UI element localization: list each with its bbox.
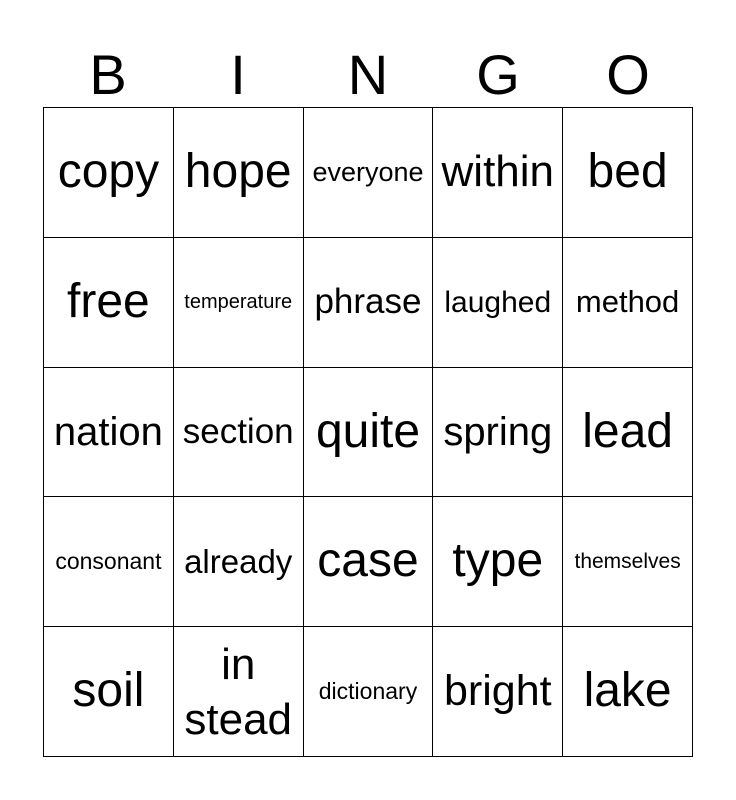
bingo-cell-r4-c3[interactable]	[304, 497, 434, 627]
bingo-cell-r1-c3[interactable]	[304, 108, 434, 238]
bingo-cell-r1-c4[interactable]	[433, 108, 563, 238]
bingo-cell-word: phrase	[314, 281, 422, 321]
bingo-cell-r2-c2[interactable]	[174, 238, 304, 368]
bingo-cell-word: lead	[582, 404, 673, 458]
bingo-cell-word: themselves	[574, 550, 681, 574]
bingo-cell-r3-c4[interactable]	[433, 368, 563, 498]
bingo-cell-word: within	[441, 147, 555, 197]
bingo-cell-r3-c2[interactable]	[174, 368, 304, 498]
bingo-cell-word: spring	[443, 409, 553, 454]
bingo-cell-r5-c1[interactable]	[44, 627, 174, 757]
bingo-cell-word: dictionary	[318, 677, 418, 704]
bingo-cell-word: already	[184, 542, 293, 580]
header-letter-o: O	[606, 43, 650, 106]
bingo-cell-r3-c5[interactable]	[563, 368, 693, 498]
bingo-cell-word: in stead	[184, 639, 293, 744]
bingo-cell-word: temperature	[184, 291, 293, 314]
bingo-cell-word: case	[317, 534, 419, 588]
bingo-cell-word: copy	[57, 145, 160, 198]
bingo-card-grid	[43, 107, 693, 757]
bingo-cell-r5-c2[interactable]	[174, 627, 304, 757]
header-letter-n: N	[347, 43, 389, 106]
bingo-cell-r2-c1[interactable]	[44, 238, 174, 368]
bingo-cell-word: everyone	[312, 156, 424, 187]
bingo-cell-word: consonant	[55, 548, 162, 575]
bingo-cell-r2-c3[interactable]	[304, 238, 434, 368]
bingo-cell-word: section	[182, 411, 294, 451]
bingo-cell-word: quite	[315, 404, 421, 458]
bingo-cell-r5-c3[interactable]	[304, 627, 434, 757]
bingo-cell-word: lake	[583, 664, 672, 718]
bingo-cell-word: bed	[587, 145, 668, 198]
bingo-cell-r4-c2[interactable]	[174, 497, 304, 627]
bingo-cell-r4-c1[interactable]	[44, 497, 174, 627]
bingo-cell-word: nation	[53, 409, 163, 454]
header-letter-g: G	[476, 43, 520, 106]
bingo-cell-r2-c4[interactable]	[433, 238, 563, 368]
bingo-cell-word: free	[67, 274, 150, 328]
bingo-cell-r3-c1[interactable]	[44, 368, 174, 498]
bingo-cell-r1-c2[interactable]	[174, 108, 304, 238]
bingo-cell-word: bright	[444, 666, 552, 715]
bingo-cell-word: soil	[72, 664, 145, 718]
header-letter-i: I	[230, 43, 246, 106]
bingo-cell-r1-c5[interactable]	[563, 108, 693, 238]
bingo-cell-r3-c3[interactable]	[304, 368, 434, 498]
bingo-cell-word: laughed	[444, 285, 552, 319]
bingo-cell-r5-c5[interactable]	[563, 627, 693, 757]
bingo-cell-r4-c5[interactable]	[563, 497, 693, 627]
bingo-cell-word: type	[452, 534, 544, 588]
bingo-cell-word: hope	[184, 145, 292, 198]
header-letter-b: B	[89, 43, 127, 106]
bingo-cell-r4-c4[interactable]	[433, 497, 563, 627]
bingo-cell-r1-c1[interactable]	[44, 108, 174, 238]
bingo-cell-word: method	[575, 284, 680, 320]
bingo-header	[43, 44, 693, 106]
bingo-cell-r5-c4[interactable]	[433, 627, 563, 757]
bingo-cell-r2-c5[interactable]	[563, 238, 693, 368]
